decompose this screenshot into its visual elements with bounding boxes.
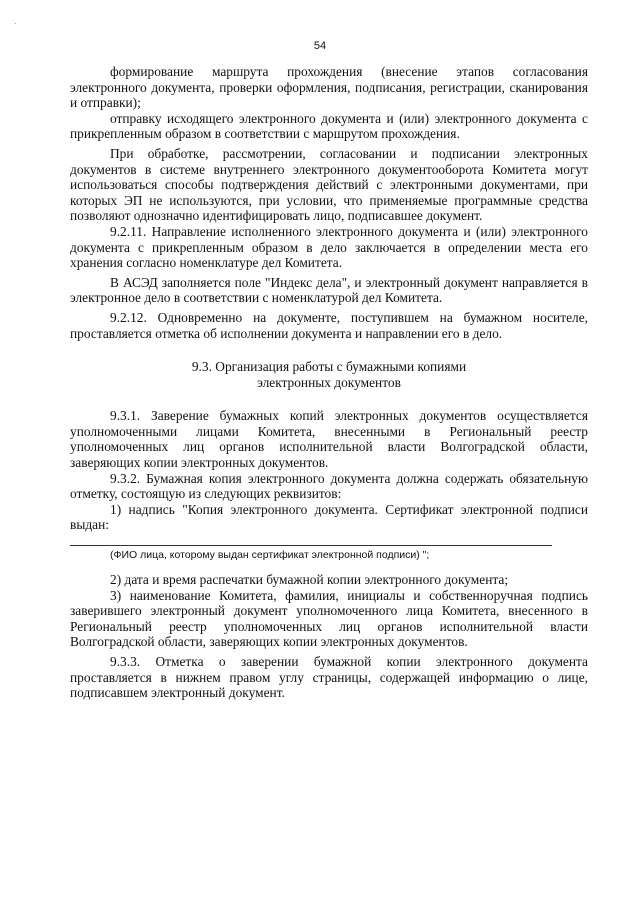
signature-fill-line [70,545,552,546]
page-body [70,64,588,701]
paragraph-requisite-3: 3) наименование Комитета, фамилия, инициалы и собственноручная подпись заверившего электронный документ уполномоченного лица Комитета, внесенного в Региональный реестр уполномоченных лиц органов исполнительной власти Волгоградской области, заверяющих копии электронных документов. [70,587,588,650]
paragraph-case-index: В АСЭД заполняется поле "Индекс дела", и электронный документ направляется в электронное дело в соответствии с номенклатурой дел Комитета. [70,274,588,306]
paragraph-requisite-1: 1) надпись "Копия электронного документа. Сертификат электронной подписи выдан: [70,501,588,533]
margin-mark: . [14,16,17,26]
paragraph-9-2-11: 9.2.11. Направление исполненного электронного документа и (или) электронного документа с прикрепленным образом в дело заключается в определении места его хранения согласно номенклатуре дел Комитета. [70,223,588,271]
paragraph-outgoing-dispatch: отправку исходящего электронного документа и (или) электронного документа с прикрепленным образом в соответствии с маршрутом прохождения. [70,110,588,142]
paragraph-9-2-12: 9.2.12. Одновременно на документе, поступившем на бумажном носителе, проставляется отметка об исполнении документа и направлении его в дело. [70,309,588,341]
paragraph-confirmation-methods: При обработке, рассмотрении, согласовании и подписании электронных документов в системе внутреннего электронного документооборота Комитета могут использоваться способы подтверждения действий с электронными документами, при которых ЭП не используются, при условии, что применяемые программные средства позволяют однозначно идентифицировать лицо, подписавшее документ. [70,145,588,224]
paragraph-9-3-2: 9.3.2. Бумажная копия электронного документа должна содержать обязательную отметку, состоящую из следующих реквизитов: [70,470,588,502]
section-heading-line-1: 9.3. Организация работы с бумажными копиями [191,359,467,375]
fill-line-caption: (ФИО лица, которому выдан сертификат электронной подписи) "; [110,549,430,562]
paragraph-9-3-3: 9.3.3. Отметка о заверении бумажной копии электронного документа проставляется в нижнем правом углу страницы, содержащей информацию о лице, подписавшем электронный документ. [70,654,588,701]
paragraph-route-formation: формирование маршрута прохождения (внесение этапов согласования электронного документа, проверки оформления, подписания, регистрации, сканирования и отправки); [70,64,588,111]
paragraph-requisite-2: 2) дата и время распечатки бумажной копии электронного документа; [110,572,509,588]
page-number: 54 [313,40,327,52]
section-heading-9-3 [70,359,588,390]
section-heading-line-2: электронных документов [257,374,401,390]
paragraph-9-3-1: 9.3.1. Заверение бумажных копий электронных документов осуществляется уполномоченными лицами Комитета, внесенными в Региональный реестр уполномоченных лиц органов исполнительной власти Волгоградской области, заверяющих копии электронных документов. [70,408,588,471]
